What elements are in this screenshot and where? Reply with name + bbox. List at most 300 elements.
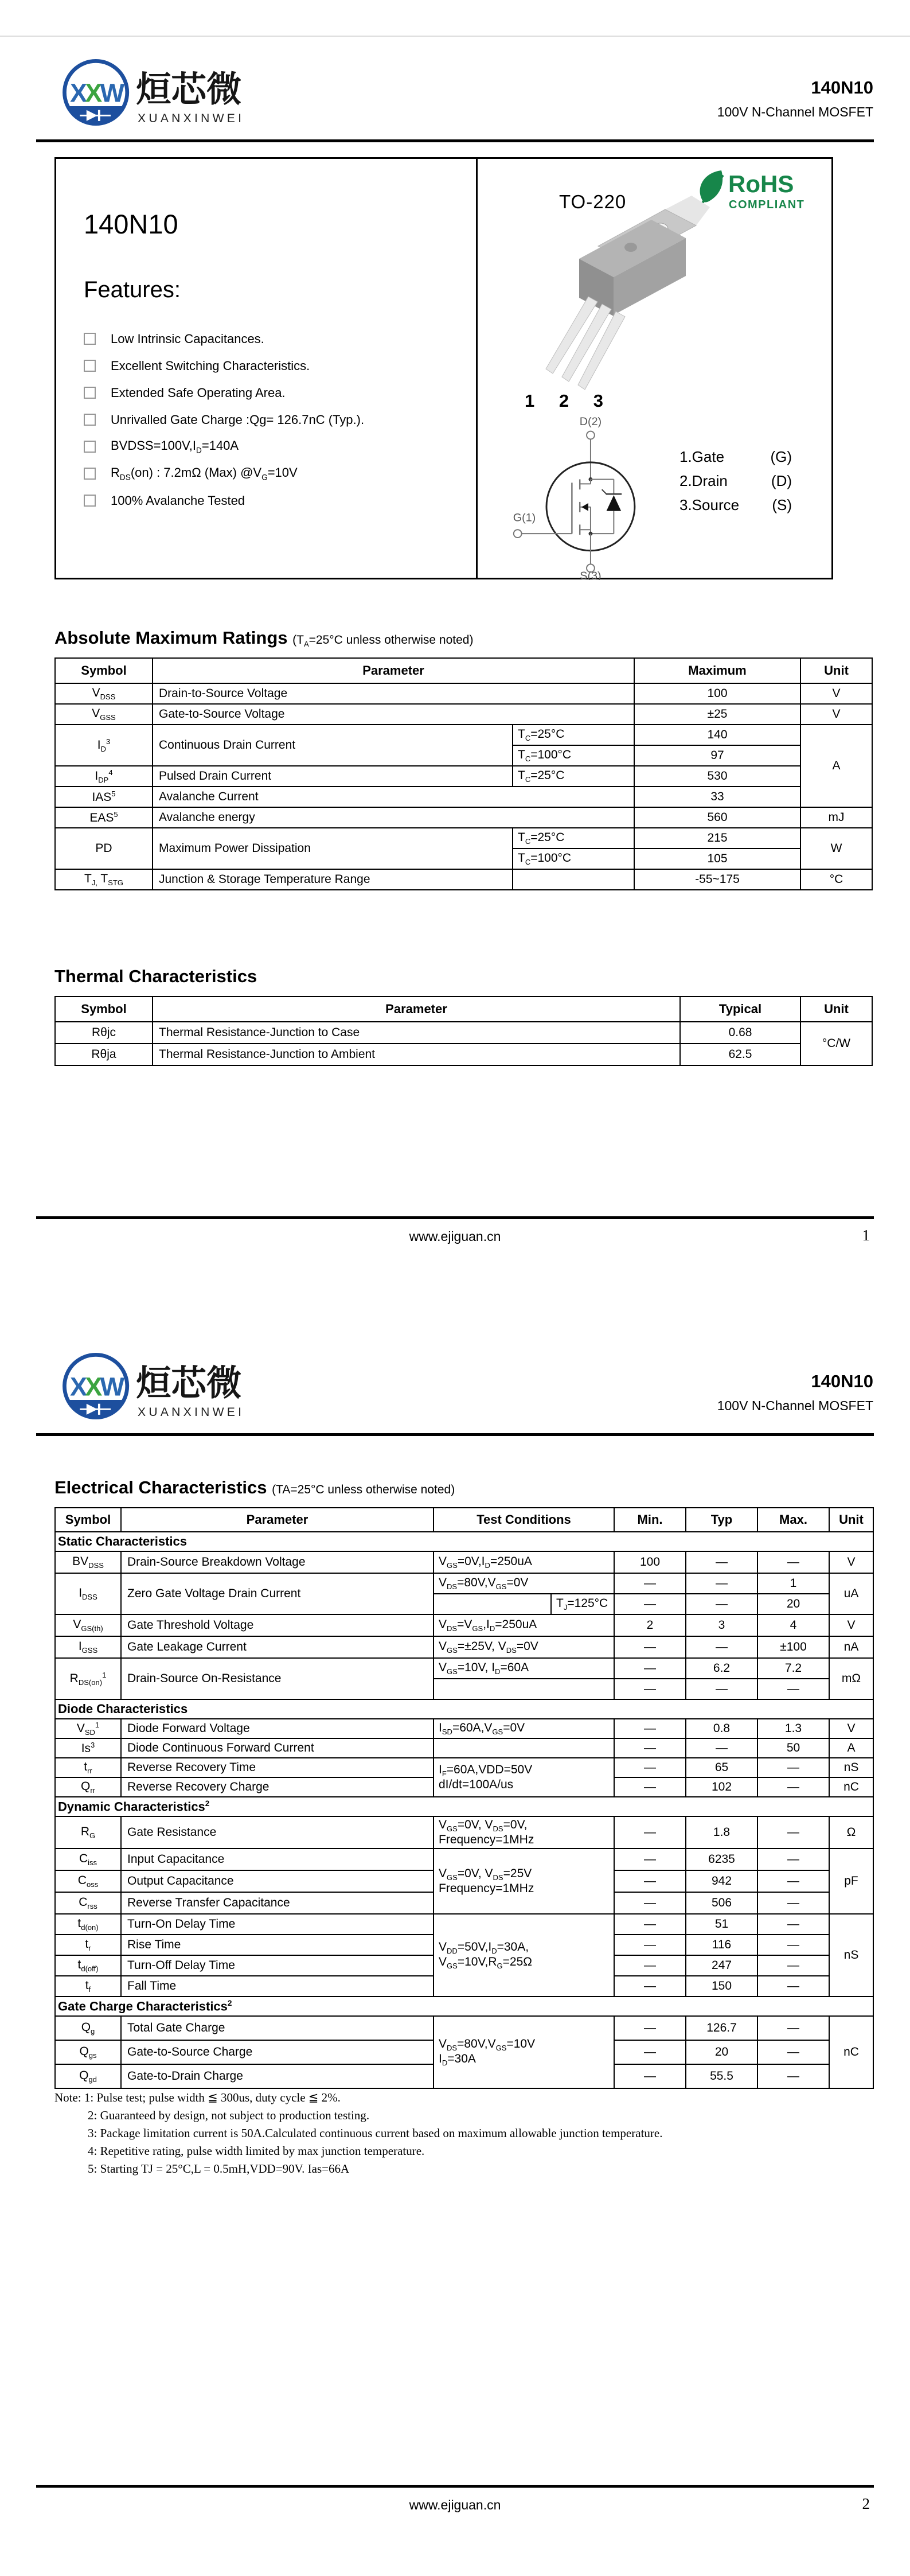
symbol-cell: Rθjc bbox=[55, 1022, 153, 1044]
section-row bbox=[55, 1699, 873, 1719]
value-cell: — bbox=[686, 1551, 757, 1573]
parameter-cell: Maximum Power Dissipation bbox=[153, 828, 513, 869]
condition-cell: $V_{DS}=80V,V_{GS}=0V$ bbox=[433, 1573, 614, 1594]
package-panel bbox=[478, 159, 831, 578]
parameter-cell: Reverse Transfer Capacitance bbox=[121, 1892, 433, 1914]
table-row bbox=[55, 1758, 873, 1777]
part-subtitle: 100V N-Channel MOSFET bbox=[717, 1398, 873, 1413]
parameter-cell: Gate Resistance bbox=[121, 1816, 433, 1849]
pin-name-row bbox=[679, 493, 792, 517]
header-titles bbox=[717, 78, 873, 120]
unit-cell: nA bbox=[829, 1636, 873, 1658]
value-cell: 560 bbox=[634, 807, 800, 828]
checkbox-icon bbox=[84, 495, 96, 507]
value-cell: 97 bbox=[634, 745, 800, 766]
pin-letter: (S) bbox=[772, 496, 792, 513]
condition-cell: $T_C=100^\circ C$ bbox=[513, 849, 634, 869]
value-cell: 7.2 bbox=[757, 1658, 829, 1679]
logo-letters: XXW bbox=[70, 78, 123, 108]
symbol-cell: $C_{rss}$ bbox=[55, 1892, 121, 1914]
value-cell: — bbox=[686, 1573, 757, 1594]
section-header: Static Characteristics bbox=[55, 1532, 873, 1551]
logo-letters: XXW bbox=[70, 1372, 123, 1402]
unit-cell: A bbox=[829, 1738, 873, 1758]
parameter-cell: Reverse Recovery Charge bbox=[121, 1777, 433, 1797]
feature-item bbox=[84, 487, 364, 514]
unit-cell: V bbox=[829, 1551, 873, 1573]
value-cell: — bbox=[757, 1816, 829, 1849]
value-cell: 102 bbox=[686, 1777, 757, 1797]
unit-cell: V bbox=[800, 704, 872, 725]
unit-cell: Ω bbox=[829, 1816, 873, 1849]
unit-cell: nS bbox=[829, 1914, 873, 1997]
amr-title-note: ($T_A=25^\circ C$ unless otherwise noted) bbox=[292, 633, 474, 649]
value-cell: — bbox=[614, 1594, 686, 1614]
table-header-row bbox=[55, 997, 872, 1022]
symbol-cell: $t_{d(on)}$ bbox=[55, 1914, 121, 1935]
value-cell: ±25 bbox=[634, 704, 800, 725]
value-cell: — bbox=[614, 1870, 686, 1892]
unit-cell: °C bbox=[800, 869, 872, 890]
condition-cell: $V_{GS}=0V,I_D=250uA$ bbox=[433, 1551, 614, 1573]
parameter-cell: Thermal Resistance-Junction to Ambient bbox=[153, 1044, 680, 1065]
gate-terminal bbox=[514, 530, 522, 538]
brand-english: XUANXINWEI bbox=[138, 1405, 245, 1419]
value-cell: — bbox=[614, 2040, 686, 2064]
feature-label: Extended Safe Operating Area. bbox=[111, 385, 286, 400]
unit-cell: mJ bbox=[800, 807, 872, 828]
col-header: Symbol bbox=[55, 1508, 121, 1532]
part-number-large: 140N10 bbox=[84, 209, 178, 239]
feature-label: 100% Avalanche Tested bbox=[111, 493, 245, 508]
value-cell: 1.8 bbox=[686, 1816, 757, 1849]
value-cell: — bbox=[614, 1679, 686, 1699]
value-cell: — bbox=[614, 1777, 686, 1797]
feature-label: Excellent Switching Characteristics. bbox=[111, 358, 310, 373]
unit-cell: nS bbox=[829, 1758, 873, 1777]
symbol-cell: $I_{DP}^4$ bbox=[55, 766, 153, 787]
section-header: Gate Charge Characteristics$^2$ bbox=[55, 1997, 873, 2016]
value-cell: 20 bbox=[757, 1594, 829, 1614]
pin-name: 1.Gate bbox=[679, 448, 725, 465]
page-top-divider bbox=[0, 36, 910, 37]
section-header: Dynamic Characteristics$^2$ bbox=[55, 1797, 873, 1816]
symbol-cell: $R_G$ bbox=[55, 1816, 121, 1849]
parameter-cell: Fall Time bbox=[121, 1976, 433, 1997]
symbol-cell: PD bbox=[55, 828, 153, 869]
page-number: 2 bbox=[862, 2495, 870, 2512]
value-cell: — bbox=[757, 1758, 829, 1777]
symbol-cell: $C_{iss}$ bbox=[55, 1849, 121, 1870]
value-cell: 51 bbox=[686, 1914, 757, 1935]
parameter-cell: Total Gate Charge bbox=[121, 2016, 433, 2040]
checkbox-icon bbox=[84, 441, 96, 453]
pin-name: 2.Drain bbox=[679, 472, 728, 489]
value-cell: 247 bbox=[686, 1955, 757, 1976]
col-header: Typical bbox=[680, 997, 800, 1022]
symbol-cell: Is$^3$ bbox=[55, 1738, 121, 1758]
table-row bbox=[55, 1658, 873, 1679]
checkbox-icon bbox=[84, 468, 96, 480]
feature-item bbox=[84, 325, 364, 352]
value-cell: 50 bbox=[757, 1738, 829, 1758]
parameter-cell: Avalanche Current bbox=[153, 787, 634, 807]
parameter-cell: Diode Forward Voltage bbox=[121, 1719, 433, 1738]
value-cell: — bbox=[757, 2016, 829, 2040]
pin-name-list bbox=[679, 445, 792, 517]
symbol-cell: $T_{J,}$ $T_{STG}$ bbox=[55, 869, 153, 890]
parameter-cell: Thermal Resistance-Junction to Case bbox=[153, 1022, 680, 1044]
feature-label: $BVDSS=100V,I_D=140A$ bbox=[111, 438, 239, 455]
value-cell: 1 bbox=[757, 1573, 829, 1594]
parameter-cell: Junction & Storage Temperature Range bbox=[153, 869, 513, 890]
value-cell: ±100 bbox=[757, 1636, 829, 1658]
value-cell: — bbox=[614, 1738, 686, 1758]
unit-cell: uA bbox=[829, 1573, 873, 1614]
condition-cell bbox=[513, 869, 634, 890]
col-header: Min. bbox=[614, 1508, 686, 1532]
value-cell: — bbox=[757, 1870, 829, 1892]
value-cell: 6.2 bbox=[686, 1658, 757, 1679]
feature-item bbox=[84, 379, 364, 406]
checkbox-icon bbox=[84, 387, 96, 399]
mosfet-symbol bbox=[507, 416, 668, 583]
condition-cell: $V_{DS}=V_{GS},I_D=250uA$ bbox=[433, 1614, 614, 1636]
unit-cell: °C/W bbox=[800, 1022, 872, 1065]
pin-name-row bbox=[679, 469, 792, 493]
channel-arrow-icon bbox=[581, 503, 588, 511]
parameter-cell: Gate Threshold Voltage bbox=[121, 1614, 433, 1636]
condition-cell: $V_{GS}=0V$, $V_{DS}=0V$, Frequency=1MHz bbox=[433, 1816, 614, 1849]
value-cell: — bbox=[614, 1849, 686, 1870]
feature-item bbox=[84, 460, 364, 487]
feature-label: $R_{DS}(on)$ : 7.2mΩ (Max) $@V_G=10V$ bbox=[111, 465, 298, 482]
value-cell: — bbox=[614, 1935, 686, 1955]
value-cell: — bbox=[614, 1758, 686, 1777]
rohs-compliant: COMPLIANT bbox=[729, 199, 805, 211]
condition-cell: $T_J=125^\circ C$ bbox=[551, 1594, 614, 1614]
parameter-cell: Gate-to-Source Charge bbox=[121, 2040, 433, 2064]
checkbox-icon bbox=[84, 414, 96, 426]
symbol-cell: $V_{GS(th)}$ bbox=[55, 1614, 121, 1636]
parameter-cell: Zero Gate Voltage Drain Current bbox=[121, 1573, 433, 1614]
value-cell: 2 bbox=[614, 1614, 686, 1636]
value-cell: — bbox=[757, 1679, 829, 1699]
package-3d-image bbox=[532, 189, 710, 395]
drain-label: D(2) bbox=[579, 416, 602, 428]
col-header: Max. bbox=[757, 1508, 829, 1532]
footer-rule bbox=[36, 1216, 874, 1219]
symbol-cell: $BV_{DSS}$ bbox=[55, 1551, 121, 1573]
value-cell: — bbox=[614, 1892, 686, 1914]
value-cell: 62.5 bbox=[680, 1044, 800, 1065]
table-row bbox=[55, 1914, 873, 1935]
feature-label: Unrivalled Gate Charge :Qg= 126.7nC (Typ.). bbox=[111, 412, 365, 427]
unit-cell: nC bbox=[829, 2016, 873, 2088]
part-number: 140N10 bbox=[811, 77, 873, 98]
value-cell: 20 bbox=[686, 2040, 757, 2064]
note-line: Note: 1: Pulse test; pulse width ≦ 300us, duty cycle ≦ 2%. bbox=[54, 2091, 341, 2104]
value-cell: 506 bbox=[686, 1892, 757, 1914]
unit-cell: nC bbox=[829, 1777, 873, 1797]
col-header: Typ bbox=[686, 1508, 757, 1532]
features-panel bbox=[56, 159, 478, 578]
value-cell: — bbox=[614, 1658, 686, 1679]
value-cell: 4 bbox=[757, 1614, 829, 1636]
parameter-cell: Pulsed Drain Current bbox=[153, 766, 513, 787]
unit-cell: pF bbox=[829, 1849, 873, 1914]
value-cell: 65 bbox=[686, 1758, 757, 1777]
value-cell: — bbox=[686, 1594, 757, 1614]
symbol-cell: $V_{DSS}$ bbox=[55, 683, 153, 704]
features-list bbox=[84, 325, 364, 514]
xuanxinwei-logo bbox=[54, 53, 261, 136]
symbol-cell: EAS$^5$ bbox=[55, 807, 153, 828]
pin-numbers: 1 2 3 bbox=[525, 391, 613, 411]
parameter-cell: Reverse Recovery Time bbox=[121, 1758, 433, 1777]
table-row bbox=[55, 1551, 873, 1573]
table-row bbox=[55, 683, 872, 704]
value-cell: 1.3 bbox=[757, 1719, 829, 1738]
value-cell: 100 bbox=[614, 1551, 686, 1573]
page-2 bbox=[0, 1288, 910, 2576]
parameter-cell: Gate-to-Drain Charge bbox=[121, 2064, 433, 2088]
col-header: Unit bbox=[829, 1508, 873, 1532]
xuanxinwei-logo bbox=[54, 1347, 261, 1430]
footer-rule bbox=[36, 2485, 874, 2488]
value-cell: — bbox=[614, 2016, 686, 2040]
value-cell: 530 bbox=[634, 766, 800, 787]
pin-letter: (G) bbox=[770, 448, 792, 465]
col-header: Unit bbox=[800, 658, 872, 683]
electrical-characteristics-table bbox=[54, 1507, 874, 2089]
table-row bbox=[55, 1816, 873, 1849]
value-cell: — bbox=[757, 1551, 829, 1573]
note-line: 4: Repetitive rating, pulse width limited by max junction temperature. bbox=[88, 2144, 425, 2158]
condition-cell: $T_C=25^\circ C$ bbox=[513, 725, 634, 745]
parameter-cell: Gate Leakage Current bbox=[121, 1636, 433, 1658]
note-line: 2: Guaranteed by design, not subject to production testing. bbox=[88, 2108, 370, 2122]
value-cell: — bbox=[614, 1636, 686, 1658]
symbol-cell: $Q_{gd}$ bbox=[55, 2064, 121, 2088]
value-cell: 100 bbox=[634, 683, 800, 704]
section-header: Diode Characteristics bbox=[55, 1699, 873, 1719]
condition-cell: $T_C=100^\circ C$ bbox=[513, 745, 634, 766]
table-row bbox=[55, 725, 872, 745]
symbol-cell: Rθja bbox=[55, 1044, 153, 1065]
parameter-cell: Drain-Source Breakdown Voltage bbox=[121, 1551, 433, 1573]
ec-title-note: (TA=25°C unless otherwise noted) bbox=[272, 1483, 455, 1496]
table-row bbox=[55, 1614, 873, 1636]
parameter-cell: Output Capacitance bbox=[121, 1870, 433, 1892]
feature-item bbox=[84, 352, 364, 379]
symbol-cell: $t_r$ bbox=[55, 1935, 121, 1955]
symbol-cell: $t_{rr}$ bbox=[55, 1758, 121, 1777]
condition-cell: $V_{DS}=80V,V_{GS}=10V$ $I_D=30A$ bbox=[433, 2016, 614, 2088]
value-cell: — bbox=[686, 1636, 757, 1658]
value-cell: — bbox=[757, 1892, 829, 1914]
parameter-cell: Turn-On Delay Time bbox=[121, 1914, 433, 1935]
col-header: Symbol bbox=[55, 997, 153, 1022]
parameter-cell: Avalanche energy bbox=[153, 807, 634, 828]
value-cell: — bbox=[686, 1679, 757, 1699]
col-header: Parameter bbox=[153, 658, 634, 683]
col-header: Maximum bbox=[634, 658, 800, 683]
parameter-cell: Drain-to-Source Voltage bbox=[153, 683, 634, 704]
source-label: S(3) bbox=[580, 570, 602, 580]
condition-cell: $T_C=25^\circ C$ bbox=[513, 766, 634, 787]
value-cell: 140 bbox=[634, 725, 800, 745]
absolute-maximum-ratings-table bbox=[54, 657, 873, 890]
thermal-characteristics-table bbox=[54, 996, 873, 1066]
to220-package-image bbox=[532, 189, 710, 398]
value-cell: — bbox=[614, 1976, 686, 1997]
value-cell: — bbox=[757, 1935, 829, 1955]
condition-cell: $T_C=25^\circ C$ bbox=[513, 828, 634, 849]
col-header: Parameter bbox=[121, 1508, 433, 1532]
value-cell: 55.5 bbox=[686, 2064, 757, 2088]
col-header: Test Conditions bbox=[433, 1508, 614, 1532]
feature-label: Low Intrinsic Capacitances. bbox=[111, 331, 264, 346]
symbol-cell: $I_D^3$ bbox=[55, 725, 153, 766]
mosfet-symbol-image bbox=[507, 416, 668, 580]
footer-website: www.ejiguan.cn bbox=[409, 2497, 501, 2512]
table-row bbox=[55, 1573, 873, 1594]
page-number: 1 bbox=[862, 1227, 870, 1244]
value-cell: 33 bbox=[634, 787, 800, 807]
symbol-cell: $Q_{gs}$ bbox=[55, 2040, 121, 2064]
note-line: 3: Package limitation current is 50A.Calculated continuous current based on maximum allowable junction temperature. bbox=[88, 2126, 663, 2140]
value-cell: 126.7 bbox=[686, 2016, 757, 2040]
unit-cell: V bbox=[829, 1614, 873, 1636]
parameter-cell: Drain-Source On-Resistance bbox=[121, 1658, 433, 1699]
value-cell: — bbox=[614, 1816, 686, 1849]
table-row bbox=[55, 1738, 873, 1758]
table-row bbox=[55, 869, 872, 890]
condition-cell: $V_{DD}=50V,I_D=30A$, $V_{GS}=10V,R_G=25\Omega$ bbox=[433, 1914, 614, 1997]
col-header: Unit bbox=[800, 997, 872, 1022]
col-header: Symbol bbox=[55, 658, 153, 683]
footer-website: www.ejiguan.cn bbox=[409, 1229, 501, 1244]
condition-cell bbox=[433, 1594, 551, 1614]
condition-cell: $I_F=60A,VDD=50V$ dI/dt=100A/us bbox=[433, 1758, 614, 1797]
value-cell: — bbox=[757, 1976, 829, 1997]
value-cell: -55~175 bbox=[634, 869, 800, 890]
overview-box bbox=[54, 157, 833, 579]
table-row bbox=[55, 1849, 873, 1870]
feature-item bbox=[84, 406, 364, 433]
value-cell: — bbox=[757, 2064, 829, 2088]
value-cell: 215 bbox=[634, 828, 800, 849]
unit-cell: mΩ bbox=[829, 1658, 873, 1699]
gate-label: G(1) bbox=[513, 511, 536, 524]
symbol-cell: $t_{d(off)}$ bbox=[55, 1955, 121, 1976]
logo-image bbox=[54, 1347, 261, 1427]
unit-cell: V bbox=[800, 683, 872, 704]
table-header-row bbox=[55, 1508, 873, 1532]
section-row bbox=[55, 1797, 873, 1816]
value-cell: — bbox=[614, 1573, 686, 1594]
value-cell: 116 bbox=[686, 1935, 757, 1955]
table-row bbox=[55, 828, 872, 849]
pin-name-row bbox=[679, 445, 792, 469]
table-row bbox=[55, 704, 872, 725]
symbol-cell: $R_{DS(on)}^1$ bbox=[55, 1658, 121, 1699]
brand-english: XUANXINWEI bbox=[138, 111, 245, 125]
table-row bbox=[55, 1636, 873, 1658]
header-rule bbox=[36, 1433, 874, 1436]
unit-cell: V bbox=[829, 1719, 873, 1738]
symbol-cell: $V_{SD}^1$ bbox=[55, 1719, 121, 1738]
value-cell: — bbox=[757, 1914, 829, 1935]
parameter-cell: Input Capacitance bbox=[121, 1849, 433, 1870]
parameter-cell: Diode Continuous Forward Current bbox=[121, 1738, 433, 1758]
body-diode-icon bbox=[607, 495, 622, 511]
amr-title: Absolute Maximum Ratings ($T_A=25^\circ C$ unless otherwise noted) bbox=[54, 628, 474, 649]
unit-cell: A bbox=[800, 725, 872, 807]
symbol-cell: $Q_{rr}$ bbox=[55, 1777, 121, 1797]
features-title: Features: bbox=[84, 277, 181, 302]
package-dimple bbox=[624, 243, 637, 252]
value-cell: 942 bbox=[686, 1870, 757, 1892]
condition-cell: $V_{GS}=\pm 25V$, $V_{DS}=0V$ bbox=[433, 1636, 614, 1658]
symbol-cell: $Q_g$ bbox=[55, 2016, 121, 2040]
unit-cell: W bbox=[800, 828, 872, 869]
note-line: 5: Starting TJ = 25°C,L = 0.5mH,VDD=90V. Ias=66A bbox=[88, 2162, 350, 2176]
value-cell: — bbox=[614, 2064, 686, 2088]
condition-cell bbox=[433, 1738, 614, 1758]
logo-image bbox=[54, 53, 261, 133]
section-row bbox=[55, 1532, 873, 1551]
value-cell: — bbox=[614, 1719, 686, 1738]
value-cell: — bbox=[757, 1955, 829, 1976]
part-number: 140N10 bbox=[811, 1371, 873, 1391]
brand-chinese: 烜芯微 bbox=[136, 1363, 242, 1403]
value-cell: 150 bbox=[686, 1976, 757, 1997]
table-row bbox=[55, 2016, 873, 2040]
section-row bbox=[55, 1997, 873, 2016]
symbol-cell: $I_{GSS}$ bbox=[55, 1636, 121, 1658]
value-cell: 6235 bbox=[686, 1849, 757, 1870]
condition-cell: $I_{SD}=60A,V_{GS}=0V$ bbox=[433, 1719, 614, 1738]
table-row bbox=[55, 766, 872, 787]
parameter-cell: Rise Time bbox=[121, 1935, 433, 1955]
table-row bbox=[55, 1719, 873, 1738]
value-cell: 0.8 bbox=[686, 1719, 757, 1738]
header-rule bbox=[36, 139, 874, 142]
thermal-title: Thermal Characteristics bbox=[54, 966, 257, 986]
value-cell: — bbox=[614, 1914, 686, 1935]
table-header-row bbox=[55, 658, 872, 683]
rohs-title: RoHS bbox=[728, 170, 794, 197]
table-row bbox=[55, 807, 872, 828]
symbol-cell: IAS$^5$ bbox=[55, 787, 153, 807]
brand-chinese: 烜芯微 bbox=[136, 69, 242, 110]
checkbox-icon bbox=[84, 360, 96, 372]
parameter-cell: Continuous Drain Current bbox=[153, 725, 513, 766]
value-cell: — bbox=[757, 1777, 829, 1797]
pin-name: 3.Source bbox=[679, 496, 740, 513]
checkbox-icon bbox=[84, 333, 96, 345]
value-cell: 105 bbox=[634, 849, 800, 869]
notes-block bbox=[54, 2089, 857, 2178]
value-cell: — bbox=[757, 1849, 829, 1870]
parameter-cell: Turn-Off Delay Time bbox=[121, 1955, 433, 1976]
part-subtitle: 100V N-Channel MOSFET bbox=[717, 104, 873, 119]
value-cell: 0.68 bbox=[680, 1022, 800, 1044]
col-header: Parameter bbox=[153, 997, 680, 1022]
header-titles bbox=[717, 1372, 873, 1414]
